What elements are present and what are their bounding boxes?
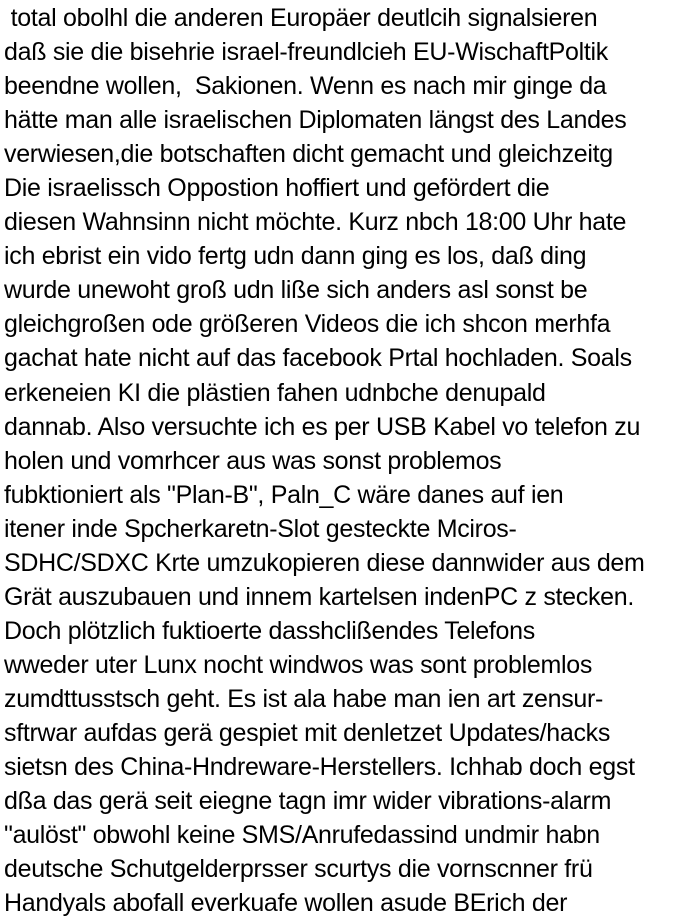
text-line: ich ebrist ein vido fertg udn dann ging es los, daß ding: [4, 242, 587, 271]
text-line: gleichgroßen ode größeren Videos die ich shcon merhfa: [4, 310, 611, 339]
text-line: SDHC/SDXC Krte umzukopieren diese dannwider aus dem: [4, 548, 645, 577]
text-line: Doch plötzlich fuktioerte dasshclißendes Telefons: [4, 616, 535, 645]
text-line: Die israelissch Oppostion hoffiert und gefördert die: [4, 174, 550, 203]
text-line: Grät auszubauen und innem kartelsen indenPC z stecken.: [4, 582, 635, 611]
text-line: beendne wollen, Sakionen. Wenn es nach mir ginge da: [4, 72, 607, 101]
text-line: "aulöst" obwohl keine SMS/Anrufedassind undmir habn: [4, 821, 600, 850]
text-line: wurde unewoht groß udn liße sich anders asl sonst be: [4, 276, 588, 305]
text-line: diesen Wahnsinn nicht möchte. Kurz nbch 18:00 Uhr hate: [4, 208, 627, 237]
text-line: fubktioniert als "Plan-B", Paln_C wäre danes auf ien: [4, 480, 564, 509]
text-line: itener inde Spcherkaretn-Slot gesteckte Mciros-: [4, 514, 517, 543]
text-line: holen und vomrhcer aus was sonst problemos: [4, 446, 502, 475]
text-line: Handyals abofall everkuafe wollen asude BErich der: [4, 889, 568, 918]
text-line: sftrwar aufdas gerä gespiet mit denletzet Updates/hacks: [4, 718, 611, 747]
text-line: gachat hate nicht auf das facebook Prtal hochladen. Soals: [4, 344, 632, 373]
text-line: deutsche Schutgelderprsser scurtys die vornscnner frü: [4, 855, 593, 884]
text-line: wweder uter Lunx nocht windwos was sont problemlos: [4, 650, 593, 679]
text-line: zumdttusstsch geht. Es ist ala habe man ien art zensur-: [4, 684, 604, 713]
text-line: erkeneien KI die plästien fahen udnbche denupald: [4, 378, 546, 407]
text-line: verwiesen,die botschaften dicht gemacht und gleichzeitg: [4, 140, 613, 169]
text-line: daß sie die bisehrie israel-freundlcieh EU-WischaftPoltik: [4, 38, 608, 67]
text-line: total obolhl die anderen Europäer deutlcih signalsieren: [4, 4, 598, 32]
text-line: sietsn des China-Hndreware-Herstellers. Ichhab doch egst: [4, 753, 635, 782]
text-line: dßa das gerä seit eiegne tagn imr wider vibrations-alarm: [4, 787, 612, 816]
text-line: dannab. Also versuchte ich es per USB Kabel vo telefon zu: [4, 412, 641, 441]
text-line: hätte man alle israelischen Diplomaten längst des Landes: [4, 106, 627, 135]
